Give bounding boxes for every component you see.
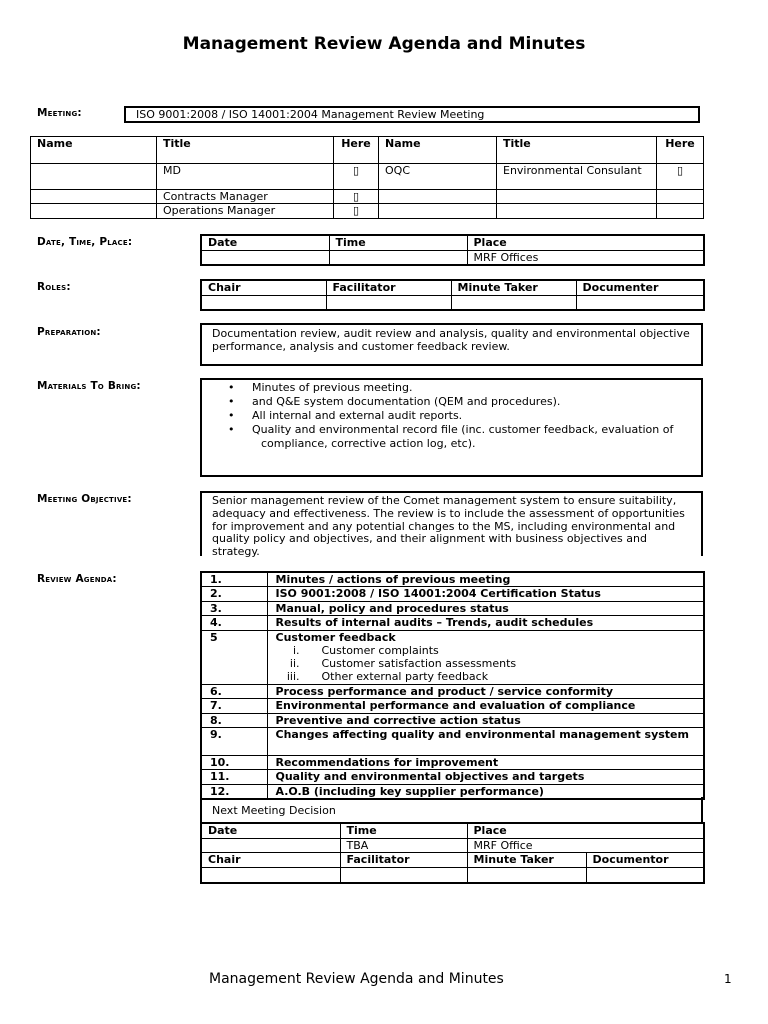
table-row: [201, 728, 704, 756]
attendee-name[interactable]: [31, 204, 157, 219]
date-time-place-table: [200, 234, 705, 266]
next-meeting-title: Next Meeting Decision: [212, 804, 336, 817]
preparation-text: Documentation review, audit review and analysis, quality and environmental objective performance, analysis and customer feedback review.: [212, 327, 690, 353]
attendance-checkbox[interactable]: [657, 190, 704, 204]
next-place-header: Place: [467, 823, 704, 838]
agenda-item: Customer feedback: [275, 631, 396, 644]
documenter-header: Documenter: [576, 280, 704, 295]
next-facilitator-value[interactable]: [340, 867, 467, 883]
place-value[interactable]: MRF Offices: [467, 250, 704, 265]
next-documentor-header: Documentor: [586, 852, 704, 867]
agenda-number: 1.: [201, 572, 267, 587]
next-chair-value[interactable]: [201, 867, 340, 883]
facilitator-value[interactable]: [326, 295, 451, 310]
attendee-name[interactable]: [31, 190, 157, 204]
objective-box: [200, 491, 703, 559]
agenda-number: 2.: [201, 587, 267, 602]
agenda-item: Process performance and product / service conformity: [267, 685, 704, 699]
list-item: i. Customer complaints: [292, 644, 439, 657]
next-documentor-value[interactable]: [586, 867, 704, 883]
agenda-item: Recommendations for improvement: [267, 756, 704, 770]
list-item: • Quality and environmental record file (inc. customer feedback, evaluation of: [206, 423, 697, 437]
agenda-item: Minutes / actions of previous meeting: [267, 572, 704, 587]
agenda-item: Manual, policy and procedures status: [267, 602, 704, 616]
materials-list: [206, 381, 697, 437]
list-item: ii. Customer satisfaction assessments: [289, 657, 517, 670]
agenda-number: 9.: [201, 728, 267, 756]
next-date-header: Date: [201, 823, 340, 838]
agenda-number: 6.: [201, 685, 267, 699]
agenda-number: 12.: [201, 785, 267, 800]
roles-table: [200, 279, 705, 311]
next-time-value[interactable]: TBA: [340, 838, 467, 852]
agenda-number: 10.: [201, 756, 267, 770]
preparation-label: Preparation:: [37, 326, 101, 338]
next-facilitator-header: Facilitator: [340, 852, 467, 867]
preparation-box: [200, 323, 703, 366]
date-value[interactable]: [201, 250, 329, 265]
agenda-label: Review Agenda:: [37, 573, 117, 585]
agenda-table: [200, 571, 705, 800]
attendees-table: [30, 136, 704, 219]
materials-box: [200, 378, 703, 477]
agenda-item: Quality and environmental objectives and targets: [267, 770, 704, 785]
chair-value[interactable]: [201, 295, 326, 310]
header-title-2: Title: [497, 137, 657, 164]
table-row: [201, 616, 704, 631]
minute-taker-header: Minute Taker: [451, 280, 576, 295]
attendee-title[interactable]: [497, 204, 657, 219]
objective-text: Senior management review of the Comet management system to ensure suitability, adequacy and effectiveness. The review is to include the assessment of opportunities for improvement and any potential changes to the MS, including environmental and quality policy and objectives, and their alignment with business objectives and strategy.: [212, 494, 685, 559]
header-name-2: Name: [379, 137, 497, 164]
next-minute-taker-header: Minute Taker: [467, 852, 586, 867]
table-row: [201, 631, 704, 685]
next-chair-header: Chair: [201, 852, 340, 867]
agenda-number: 3.: [201, 602, 267, 616]
agenda-item: A.O.B (including key supplier performance): [267, 785, 704, 800]
next-minute-taker-value[interactable]: [467, 867, 586, 883]
feedback-sublist: [276, 644, 696, 683]
list-item: • Minutes of previous meeting.: [206, 381, 697, 395]
table-row: [201, 756, 704, 770]
objective-label: Meeting Objective:: [37, 493, 132, 505]
attendee-name[interactable]: [379, 190, 497, 204]
list-item: iii. Other external party feedback: [286, 670, 489, 683]
documenter-value[interactable]: [576, 295, 704, 310]
attendee-title[interactable]: [497, 190, 657, 204]
header-title: Title: [157, 137, 334, 164]
next-meeting-table: [200, 822, 705, 884]
header-here-2: Here: [657, 137, 704, 164]
date-header: Date: [201, 235, 329, 250]
agenda-item: Preventive and corrective action status: [267, 714, 704, 728]
list-item: • All internal and external audit reports.: [206, 409, 697, 423]
table-row: [201, 602, 704, 616]
attendance-checkbox[interactable]: ▯: [334, 190, 379, 204]
attendance-checkbox[interactable]: ▯: [334, 164, 379, 190]
table-row: [31, 204, 704, 219]
minute-taker-value[interactable]: [451, 295, 576, 310]
roles-label: Roles:: [37, 281, 71, 293]
next-time-header: Time: [340, 823, 467, 838]
chair-header: Chair: [201, 280, 326, 295]
footer-title: Management Review Agenda and Minutes: [209, 971, 504, 987]
date-time-place-label: Date, Time, Place:: [37, 236, 133, 248]
materials-continuation: compliance, corrective action log, etc).: [261, 437, 476, 450]
attendee-title: Environmental Consulant: [497, 164, 657, 190]
attendee-name: OQC: [379, 164, 497, 190]
next-place-value[interactable]: MRF Office: [467, 838, 704, 852]
header-name: Name: [31, 137, 157, 164]
next-date-value[interactable]: [201, 838, 340, 852]
table-row: [201, 699, 704, 714]
attendee-name[interactable]: [379, 204, 497, 219]
agenda-number: 11.: [201, 770, 267, 785]
facilitator-header: Facilitator: [326, 280, 451, 295]
next-meeting-header: [200, 797, 703, 822]
attendance-checkbox[interactable]: ▯: [334, 204, 379, 219]
attendees-header-row: [31, 137, 704, 164]
agenda-item: Changes affecting quality and environmental management system: [267, 728, 704, 756]
attendee-title: Operations Manager: [157, 204, 334, 219]
materials-label: Materials To Bring:: [37, 380, 141, 392]
agenda-number: 4.: [201, 616, 267, 631]
agenda-number: 7.: [201, 699, 267, 714]
attendee-name[interactable]: [31, 164, 157, 190]
table-row: [201, 714, 704, 728]
page-title: Management Review Agenda and Minutes: [182, 34, 586, 54]
agenda-item: Results of internal audits – Trends, audit schedules: [267, 616, 704, 631]
agenda-item: ISO 9001:2008 / ISO 14001:2004 Certification Status: [267, 587, 704, 602]
meeting-field: [124, 106, 700, 123]
table-row: [31, 190, 704, 204]
meeting-label: Meeting:: [37, 107, 82, 119]
table-row: [201, 572, 704, 587]
table-row: [31, 164, 704, 190]
time-value[interactable]: [329, 250, 467, 265]
attendance-checkbox[interactable]: [657, 204, 704, 219]
place-header: Place: [467, 235, 704, 250]
header-here: Here: [334, 137, 379, 164]
attendee-title: Contracts Manager: [157, 190, 334, 204]
time-header: Time: [329, 235, 467, 250]
agenda-number: 8.: [201, 714, 267, 728]
table-row: [201, 685, 704, 699]
list-item: • and Q&E system documentation (QEM and procedures).: [206, 395, 697, 409]
agenda-item: Environmental performance and evaluation of compliance: [267, 699, 704, 714]
page-number: 1: [724, 972, 732, 986]
attendee-title: MD: [157, 164, 334, 190]
table-row: [201, 587, 704, 602]
agenda-number: 5: [201, 631, 267, 685]
meeting-value: ISO 9001:2008 / ISO 14001:2004 Management Review Meeting: [136, 108, 485, 121]
attendance-checkbox[interactable]: ▯: [657, 164, 704, 190]
table-row: [201, 770, 704, 785]
